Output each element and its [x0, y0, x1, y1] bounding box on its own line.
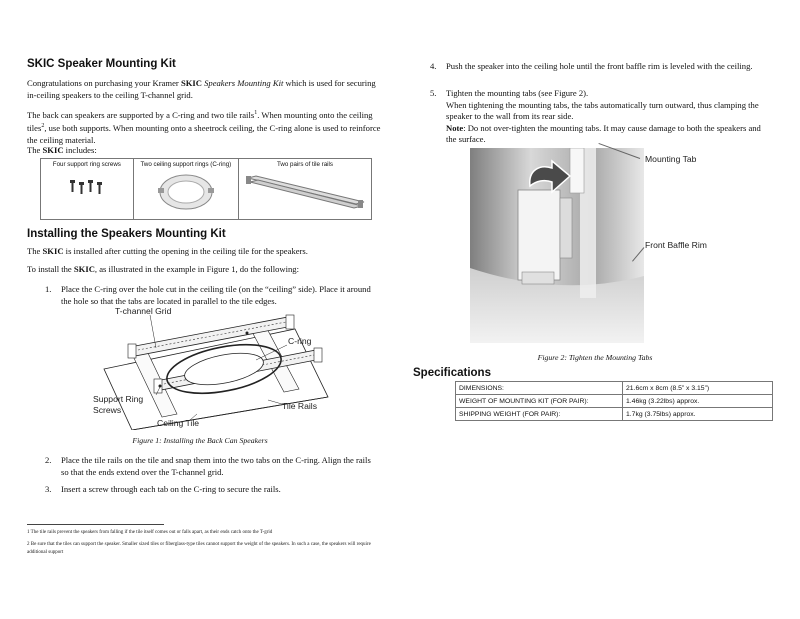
step-5: 5. Tighten the mounting tabs (see Figure 2). When tightening the mounting tabs, the tabs automatically turn outward, thus clamping the speaker to the wall from its rear side. Note: Do not over-tighten the mounting tabs. It may cause damage to both the speakers and the surface. [430, 88, 761, 144]
spec-row [456, 382, 773, 395]
installing-title: Installing the Speakers Mounting Kit [27, 228, 226, 240]
includes-table [40, 158, 372, 220]
back-can-paragraph: The back can speakers are supported by a C-ring and two tile rails$^1$. When mounting onto the ceiling tiles$^2$, use both supports. When mounting onto a sheetrock ceiling, the C-ring alone is used to reinforce the ceiling material. [27, 109, 381, 145]
figure-1-diagram [90, 304, 360, 430]
step-5-text2: When tightening the mounting tabs, the tabs automatically turn outward, thus clamping the speaker to the wall from its rear side. [446, 99, 759, 121]
spec-row [456, 408, 773, 421]
t-channel-grid-label: T-channel Grid [115, 306, 172, 316]
includes-tile-rails-cell: Two pairs of tile rails [239, 159, 372, 220]
intro-paragraph: Congratulations on purchasing your Kramer SKIC Speakers Mounting Kit which is used for securing in-ceiling speakers to the ceiling T-channel grid. [27, 78, 376, 100]
specifications-title: Specifications [413, 367, 491, 379]
includes-c-ring-cell: Two ceiling support rings (C-ring) [133, 159, 238, 220]
tile-rails-image [240, 168, 370, 212]
footnote-divider [27, 524, 164, 525]
page-title: SKIC Speaker Mounting Kit [27, 58, 176, 70]
specifications-table [455, 381, 773, 421]
mounting-tab-label: Mounting Tab [645, 154, 697, 164]
screws-label: Screws [93, 405, 122, 415]
spec-value: 1.7kg (3.75lbs) approx. [623, 408, 773, 421]
step-3: 3. Insert a screw through each tab on the C-ring to secure the rails. [45, 484, 281, 494]
figure-1-caption: Figure 1: Installing the Back Can Speakers [132, 436, 268, 445]
step-2: 2. Place the tile rails on the tile and snap them into the two tabs on the C-ring. Align the rails so that the ends extend over the T-channel grid. [45, 455, 371, 477]
includes-screws-cell: Four support ring screws [41, 159, 134, 220]
spec-label: WEIGHT OF MOUNTING KIT (FOR PAIR): [456, 395, 623, 408]
spec-label: DIMENSIONS: [456, 382, 623, 395]
spec-label: SHIPPING WEIGHT (FOR PAIR): [456, 408, 623, 421]
step-5-text: Tighten the mounting tabs (see Figure 2). [446, 88, 589, 98]
step-4: 4. Push the speaker into the ceiling hole until the front baffle rim is leveled with the ceiling. [430, 61, 753, 71]
spec-row [456, 395, 773, 408]
footnote-1: 1 The tile rails prevent the speakers from falling if the tile itself comes out or falls apart, as their ends catch onto the T-grid [27, 530, 273, 535]
includes-line: The SKIC includes: [27, 145, 97, 155]
support-ring-label: Support Ring [93, 394, 144, 404]
tile-rails-label: Tile Rails [282, 401, 318, 411]
front-baffle-rim-label: Front Baffle Rim [645, 240, 707, 250]
c-ring-label: C-ring [288, 336, 312, 346]
to-install-line: To install the SKIC, as illustrated in the example in Figure 1, do the following: [27, 264, 299, 274]
step-1: 1. Place the C-ring over the hole cut in the ceiling tile (on the “ceiling” side). Place it around the hole so that the tabs are located in parallel to the tile edges. [45, 284, 371, 306]
step-5-note: Note: Do not over-tighten the mounting tabs. It may cause damage to both the speakers and the surface. [446, 122, 761, 144]
screws-image [57, 168, 117, 204]
ceiling-tile-label: Ceiling Tile [157, 418, 200, 428]
installed-line: The SKIC is installed after cutting the opening in the ceiling tile for the speakers. [27, 246, 308, 256]
spec-value: 1.46kg (3.22lbs) approx. [623, 395, 773, 408]
figure-2-photo [470, 148, 644, 343]
footnote-2: 2 Be sure that the tiles can support the speaker. Smaller sized tiles or fiberglass-type tiles cannot support the weight of the speakers. In such a case, the speakers will require additional support [27, 542, 371, 555]
c-ring-image [146, 168, 226, 212]
spec-value: 21.6cm x 8cm (8.5” x 3.15”) [623, 382, 773, 395]
figure-2-caption: Figure 2: Tighten the Mounting Tabs [537, 353, 653, 362]
